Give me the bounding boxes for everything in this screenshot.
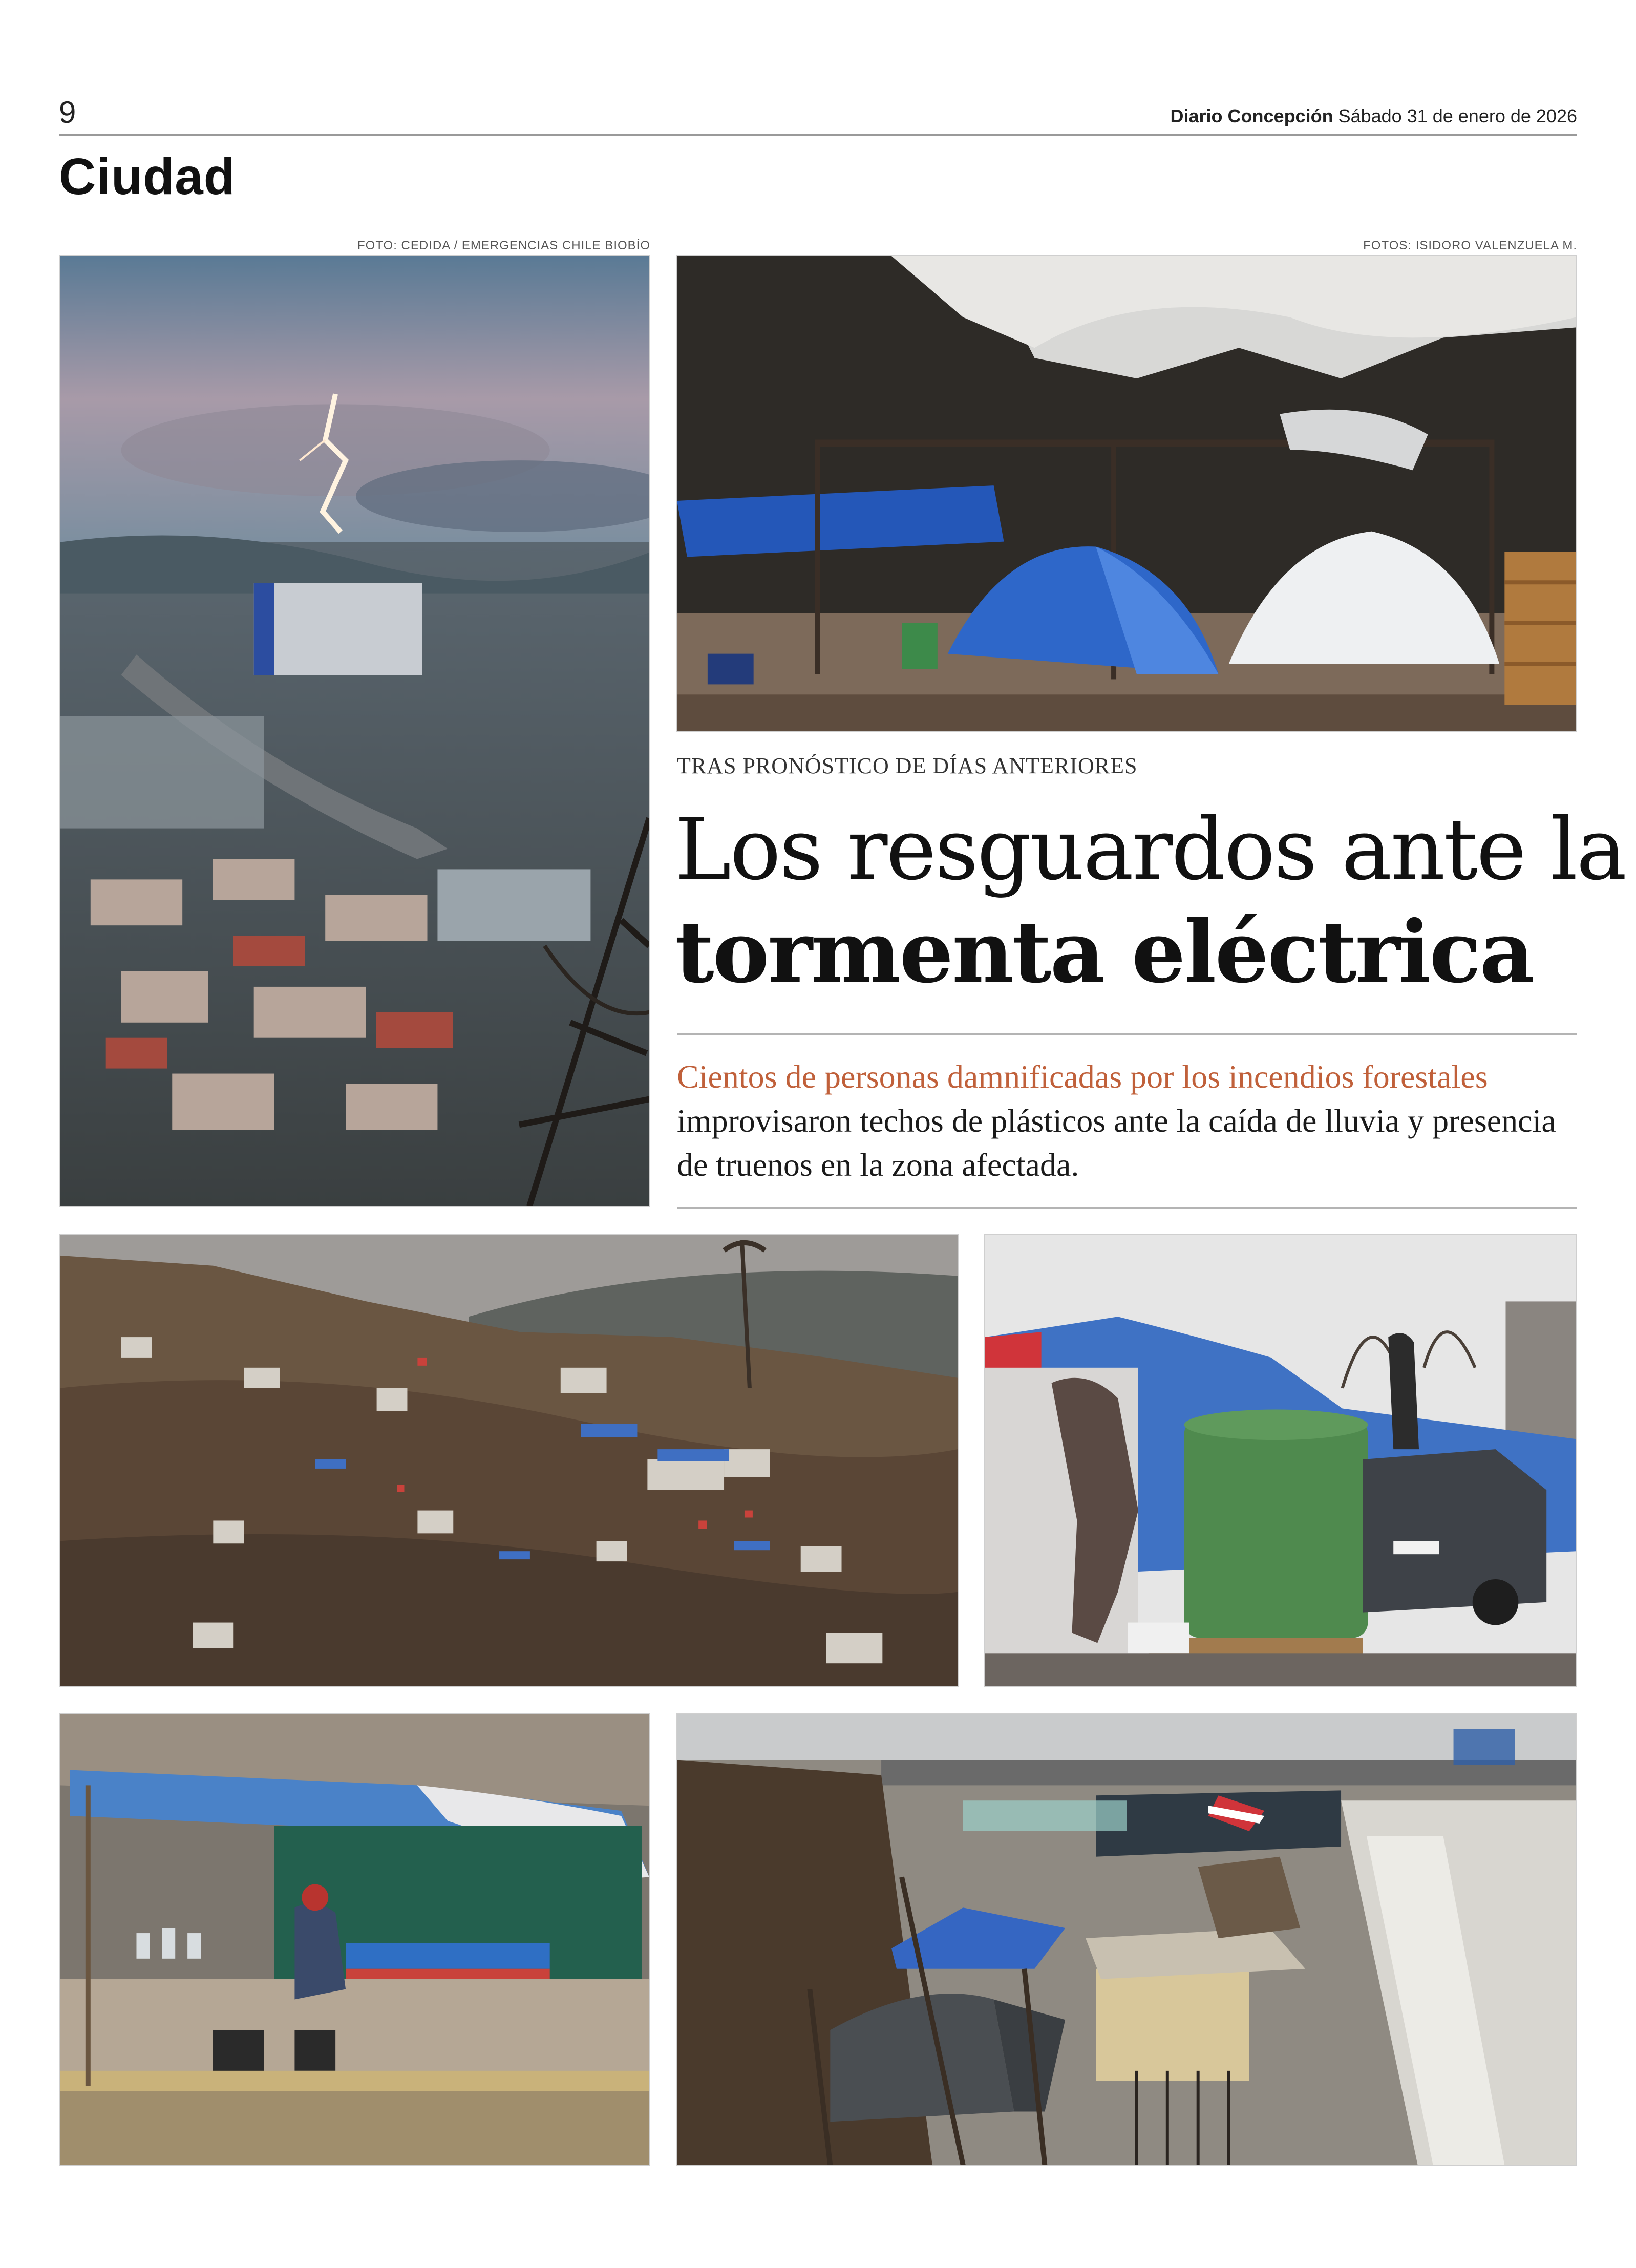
headline-line-2: tormenta eléctrica	[675, 902, 1534, 1002]
photo-credit-left: FOTO: CEDIDA / EMERGENCIAS CHILE BIOBÍO	[357, 239, 650, 252]
headline-line-1: Los resguardos ante la	[675, 800, 1626, 899]
article-deck	[677, 1055, 1578, 1187]
tarp-water-tank-photo	[984, 1234, 1577, 1687]
page-number: 9	[59, 95, 76, 130]
lightning-city-photo	[59, 255, 650, 1207]
headline-rule	[677, 1033, 1577, 1035]
deck-rule	[677, 1207, 1577, 1209]
paper-name: Diario Concepción	[1170, 105, 1333, 126]
deck-body: improvisaron techos de plásticos ante la caída de lluvia y presencia de truenos en la zona afectada.	[677, 1103, 1556, 1183]
burned-hillside-photo	[59, 1234, 959, 1687]
masthead	[1171, 105, 1577, 128]
hillside-tents-stairs-photo	[676, 1713, 1577, 2166]
section-title: Ciudad	[59, 148, 236, 205]
deck-lead: Cientos de personas damnificadas por los incendios forestales	[677, 1058, 1488, 1095]
covered-kitchen-photo	[59, 1713, 650, 2166]
header-rule	[59, 134, 1577, 136]
issue-date: Sábado 31 de enero de 2026	[1338, 105, 1577, 126]
article-kicker: TRAS PRONÓSTICO DE DÍAS ANTERIORES	[677, 753, 1138, 778]
tents-camp-photo	[676, 255, 1577, 732]
photo-credit-right: FOTOS: ISIDORO VALENZUELA M.	[1363, 239, 1577, 252]
article-headline	[675, 799, 1626, 1004]
